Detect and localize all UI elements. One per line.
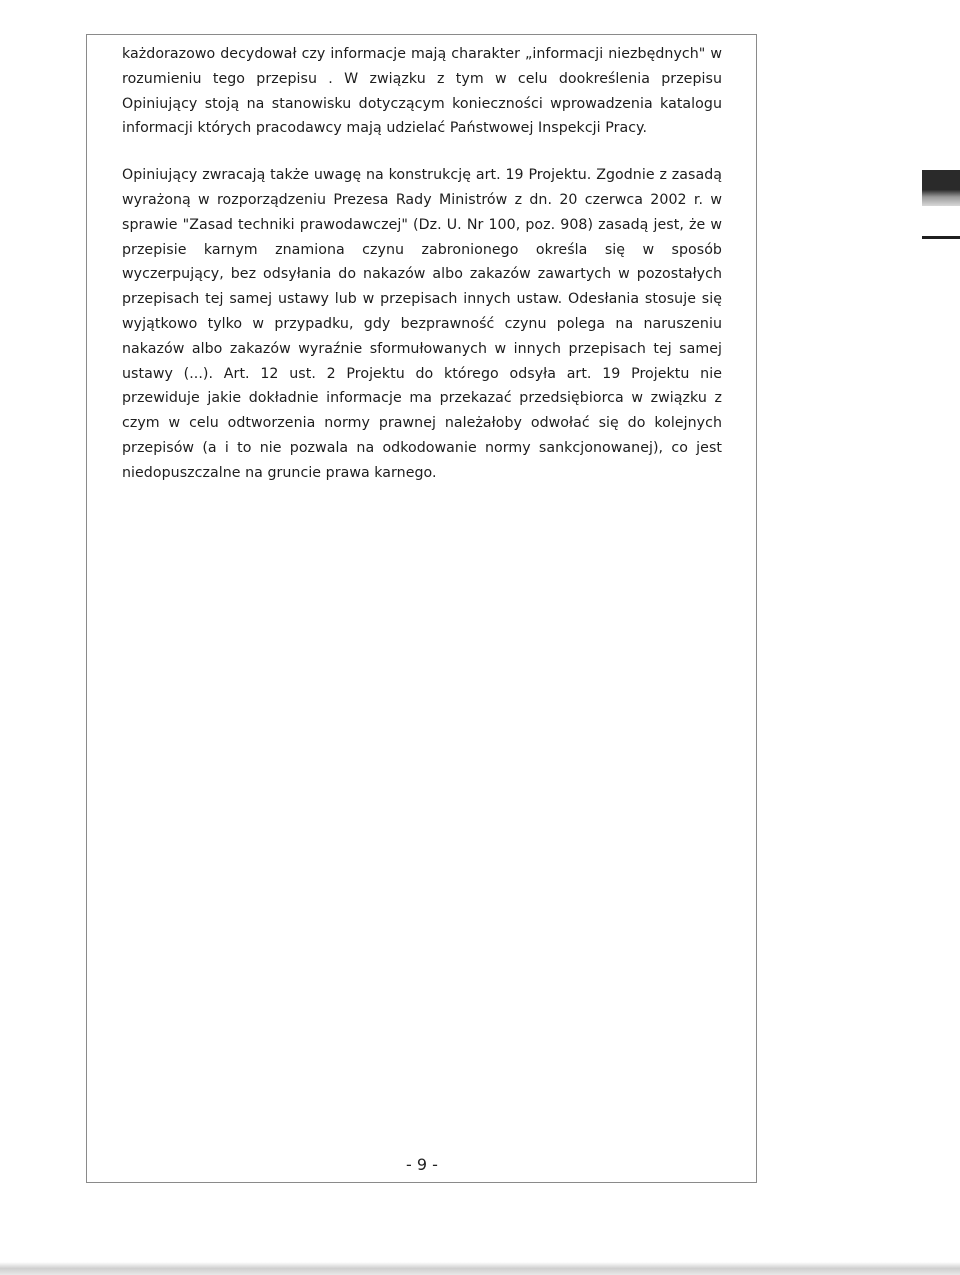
document-body xyxy=(122,42,722,486)
scan-bottom-band xyxy=(0,1262,960,1275)
paragraph-article-19-construction: Opiniujący zwracają także uwagę na konstrukcję art. 19 Projektu. Zgodnie z zasadą wyrażoną w rozporządzeniu Prezesa Rady Ministrów z dn. 20 czerwca 2002 r. w sprawie "Zasad techniki prawodawczej" (Dz. U. Nr 100, poz. 908) zasadą jest, że w przepisie karnym znamiona czynu zabronionego określa się w sposób wyczerpujący, bez odsyłania do nakazów albo zakazów zawartych w pozostałych przepisach tej samej ustawy lub w przepisach innych ustaw. Odesłania stosuje się wyjątkowo tylko w przypadku, gdy bezprawność czynu polega na naruszeniu nakazów albo zakazów wyraźnie sformułowanych w innych przepisach tej samej ustawy (...). Art. 12 ust. 2 Projektu do którego odsyła art. 19 Projektu nie przewiduje jakie dokładnie informacje ma przekazać przedsiębiorca w związku z czym w celu odtworzenia normy prawnej należałoby odwołać się do kolejnych przepisów (a i to nie pozwala na odkodowanie normy sankcjonowanej), co jest niedopuszczalne na gruncie prawa karnego. xyxy=(122,167,722,481)
paragraph-information-catalog: każdorazowo decydował czy informacje mają charakter „informacji niezbędnych" w rozumieniu tego przepisu . W związku z tym w celu dookreślenia przepisu Opiniujący stoją na stanowisku dotyczącym konieczności wprowadzenia katalogu informacji których pracodawcy mają udzielać Państwowej Inspekcji Pracy. xyxy=(122,46,722,137)
page-number: - 9 - xyxy=(406,1155,438,1174)
scan-edge-mark xyxy=(922,170,960,206)
scan-edge-line xyxy=(922,236,960,239)
